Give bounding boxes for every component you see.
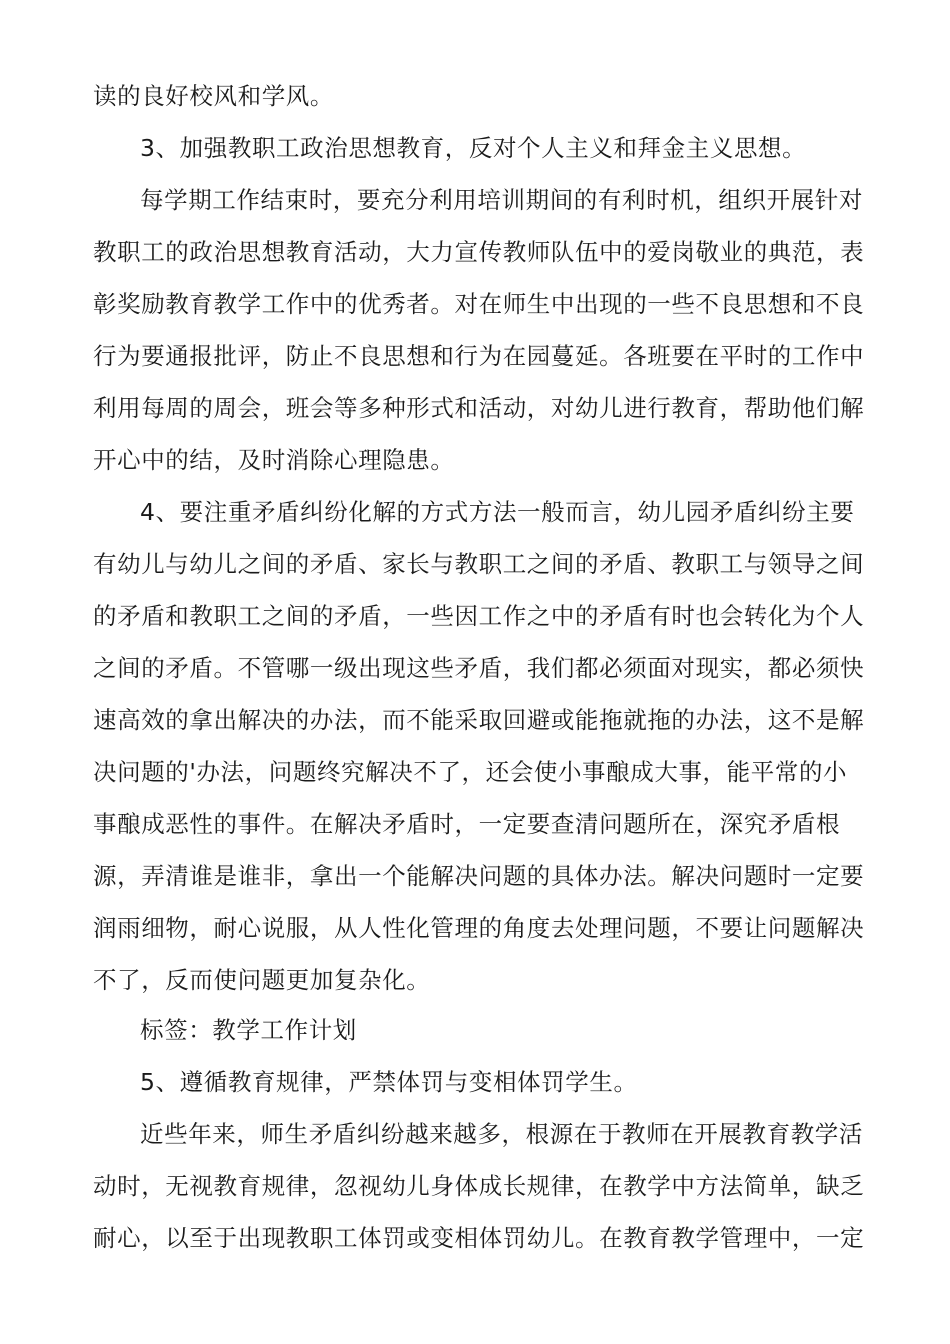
paragraph-line: 之间的矛盾。不管哪一级出现这些矛盾，我们都必须面对现实，都必须快 (93, 654, 865, 682)
paragraph-line: 的矛盾和教职工之间的矛盾，一些因工作之中的矛盾有时也会转化为个人 (93, 602, 865, 630)
section-heading-4: 4、要注重矛盾纠纷化解的方式方法一般而言，幼儿园矛盾纠纷主要 (140, 498, 855, 526)
paragraph-line: 动时，无视教育规律，忽视幼儿身体成长规律，在教学中方法简单，缺乏 (93, 1172, 865, 1200)
paragraph-line: 速高效的拿出解决的办法，而不能采取回避或能拖就拖的办法，这不是解 (93, 706, 865, 734)
section-heading-3: 3、加强教职工政治思想教育，反对个人主义和拜金主义思想。 (140, 134, 807, 162)
paragraph-line: 耐心，以至于出现教职工体罚或变相体罚幼儿。在教育教学管理中，一定 (93, 1224, 865, 1252)
paragraph-line: 开心中的结，及时消除心理隐患。 (93, 446, 455, 474)
paragraph-line: 教职工的政治思想教育活动，大力宣传教师队伍中的爱岗敬业的典范，表 (93, 238, 865, 266)
paragraph-line: 利用每周的周会，班会等多种形式和活动，对幼儿进行教育，帮助他们解 (93, 394, 865, 422)
section-heading-5: 5、遵循教育规律，严禁体罚与变相体罚学生。 (140, 1068, 638, 1096)
paragraph-line: 每学期工作结束时，要充分利用培训期间的有利时机，组织开展针对 (140, 186, 863, 214)
paragraph-line: 源，弄清谁是谁非，拿出一个能解决问题的具体办法。解决问题时一定要 (93, 862, 865, 890)
paragraph-line: 近些年来，师生矛盾纠纷越来越多，根源在于教师在开展教育教学活 (140, 1120, 863, 1148)
paragraph-line: 决问题的'办法，问题终究解决不了，还会使小事酿成大事，能平常的小 (93, 758, 848, 786)
paragraph-line: 彰奖励教育教学工作中的优秀者。对在师生中出现的一些不良思想和不良 (93, 290, 865, 318)
paragraph-line: 不了，反而使问题更加复杂化。 (93, 966, 431, 994)
paragraph-line: 事酿成恶性的事件。在解决矛盾时，一定要查清问题所在，深究矛盾根 (93, 810, 841, 838)
paragraph-line: 行为要通报批评，防止不良思想和行为在园蔓延。各班要在平时的工作中 (93, 342, 865, 370)
paragraph-line: 有幼儿与幼儿之间的矛盾、家长与教职工之间的矛盾、教职工与领导之间 (93, 550, 865, 578)
paragraph-line: 润雨细物，耐心说服，从人性化管理的角度去处理问题，不要让问题解决 (93, 914, 865, 942)
text-line: 读的良好校风和学风。 (93, 82, 334, 110)
tag-line: 标签：教学工作计划 (140, 1016, 357, 1044)
